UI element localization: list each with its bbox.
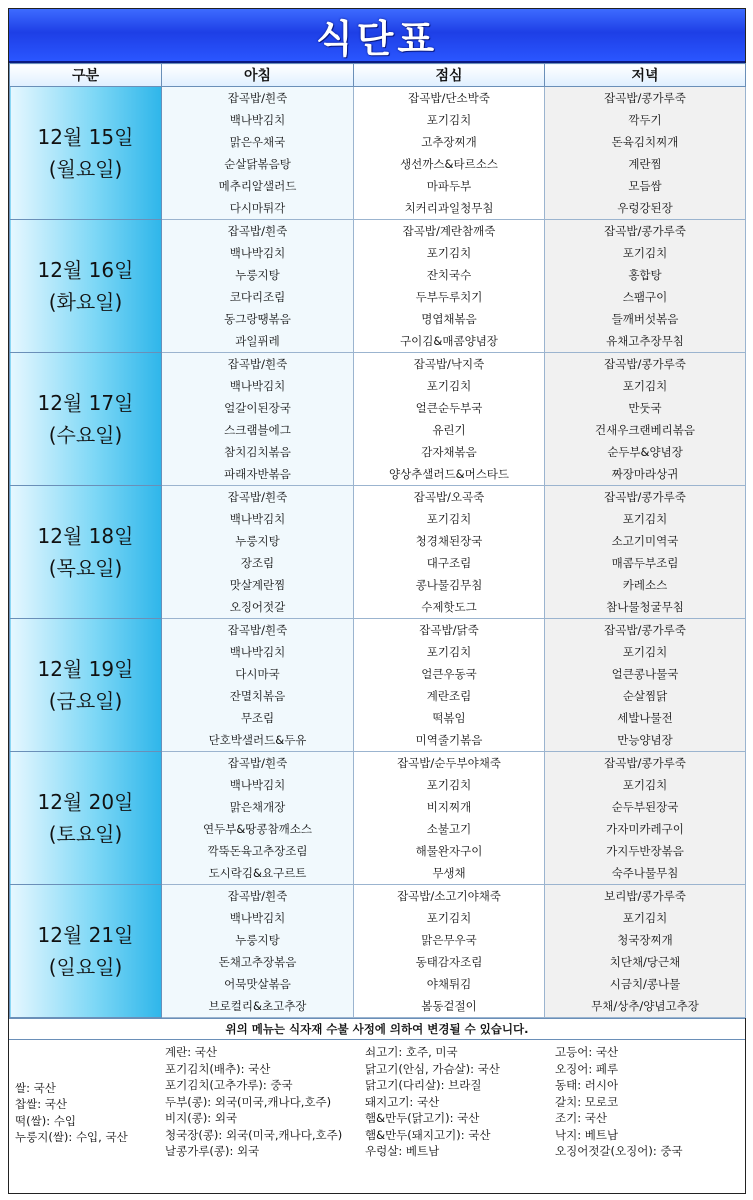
menu-item: 치커리과일청무침 <box>404 201 494 215</box>
menu-item: 매콤두부조림 <box>611 556 679 570</box>
header-dinner: 저녁 <box>545 64 746 87</box>
day-weekday: (월요일) <box>48 157 123 181</box>
day-row <box>10 752 746 885</box>
menu-item: 포기김치 <box>622 246 668 260</box>
lunch-cell <box>354 353 545 486</box>
lunch-cell <box>354 752 545 885</box>
day-row <box>10 885 746 1018</box>
origin-column-seafood <box>555 1044 735 1160</box>
day-row <box>10 87 746 220</box>
menu-item: 백나박김치 <box>229 512 286 526</box>
menu-item: 보리밥/콩가루죽 <box>604 889 686 903</box>
menu-item: 수제핫도그 <box>421 600 477 614</box>
day-date: 12월 19일 <box>37 657 134 681</box>
menu-item: 포기김치 <box>622 911 668 925</box>
menu-item: 세발나물전 <box>617 711 673 725</box>
day-row <box>10 486 746 619</box>
menu-item: 코다리조림 <box>229 290 286 304</box>
meal-plan-sheet <box>8 8 746 1194</box>
origin-column-eggs-soy <box>165 1044 365 1160</box>
menu-item: 백나박김치 <box>229 778 286 792</box>
day-weekday: (금요일) <box>48 689 123 713</box>
menu-item: 잡곡밥/콩가루죽 <box>604 623 686 637</box>
menu-item: 누룽지탕 <box>235 534 280 548</box>
menu-item: 무채/상추/양념고추장 <box>591 999 699 1013</box>
menu-item: 짜장마라상귀 <box>611 467 679 481</box>
menu-item: 카레소스 <box>622 578 668 592</box>
menu-item: 연두부&땅콩참깨소스 <box>203 822 312 836</box>
header-category: 구분 <box>10 64 162 87</box>
menu-item: 건새우크랜베리볶음 <box>595 423 695 437</box>
origin-column-grains <box>15 1044 165 1160</box>
day-date: 12월 20일 <box>37 790 134 814</box>
menu-item: 양상추샐러드&머스타드 <box>388 467 510 481</box>
menu-item: 순두부&양념장 <box>607 445 683 459</box>
origin-line: 떡(쌀): 수입 <box>15 1113 76 1128</box>
menu-item: 치단채/당근채 <box>609 955 681 969</box>
menu-item: 잡곡밥/콩가루죽 <box>604 91 686 105</box>
origin-line: 오징어젓갈(오징어): 중국 <box>555 1144 683 1158</box>
origin-line: 계란: 국산 <box>165 1045 217 1059</box>
menu-item: 잔치국수 <box>426 268 472 282</box>
menu-item: 백나박김치 <box>229 113 286 127</box>
header-lunch: 점심 <box>354 64 545 87</box>
menu-item: 잡곡밥/닭죽 <box>419 623 479 637</box>
menu-item: 잡곡밥/흰죽 <box>227 91 288 105</box>
origin-line: 포기김치(고추가루): 중국 <box>165 1078 293 1092</box>
origin-info <box>9 1040 745 1160</box>
origin-line: 찹쌀: 국산 <box>15 1097 67 1111</box>
menu-item: 가자미카레구이 <box>606 822 684 836</box>
menu-item: 얼갈이된장국 <box>224 401 291 415</box>
menu-item: 맑은무우국 <box>421 933 477 947</box>
day-label <box>10 353 162 486</box>
menu-item: 모듬쌈 <box>628 179 662 193</box>
menu-item: 포기김치 <box>426 645 472 659</box>
meal-table-body <box>10 87 746 1018</box>
day-row <box>10 353 746 486</box>
menu-item: 파래자반볶음 <box>224 467 291 481</box>
origin-line: 오징어: 페루 <box>555 1061 619 1076</box>
origin-line: 우렁살: 베트남 <box>365 1144 440 1158</box>
breakfast-cell <box>162 885 354 1018</box>
lunch-cell <box>354 885 545 1018</box>
menu-item: 시금치/콩나물 <box>609 977 681 991</box>
menu-item: 야채튀김 <box>426 977 472 991</box>
day-date: 12월 17일 <box>37 391 134 415</box>
dinner-cell <box>545 353 746 486</box>
menu-item: 우렁강된장 <box>617 201 673 215</box>
menu-item: 미역줄기볶음 <box>415 733 483 747</box>
breakfast-cell <box>162 619 354 752</box>
origin-line: 낙지: 베트남 <box>555 1127 619 1142</box>
menu-item: 잡곡밥/흰죽 <box>227 889 288 903</box>
menu-item: 순두부된장국 <box>611 800 679 814</box>
menu-item: 포기김치 <box>622 512 668 526</box>
lunch-cell <box>354 619 545 752</box>
origin-line: 누룽지(쌀): 수입, 국산 <box>15 1130 128 1144</box>
menu-item: 떡볶임 <box>432 711 466 725</box>
menu-item: 잡곡밥/오곡죽 <box>413 490 485 504</box>
lunch-cell <box>354 87 545 220</box>
origin-line: 햄&만두(돼지고기): 국산 <box>365 1127 491 1142</box>
menu-item: 숙주나물무침 <box>611 866 679 880</box>
menu-item: 누룽지탕 <box>235 268 280 282</box>
day-label <box>10 220 162 353</box>
menu-item: 계란조림 <box>426 689 472 703</box>
menu-item: 잡곡밥/단소박죽 <box>408 91 490 105</box>
lunch-cell <box>354 220 545 353</box>
day-date: 12월 16일 <box>37 258 134 282</box>
dinner-cell <box>545 885 746 1018</box>
breakfast-cell <box>162 486 354 619</box>
day-weekday: (화요일) <box>48 290 123 314</box>
day-weekday: (일요일) <box>48 955 123 979</box>
dinner-cell <box>545 220 746 353</box>
menu-item: 맑은채개장 <box>229 800 286 814</box>
origin-line: 포기김치(배추): 국산 <box>165 1061 271 1076</box>
lunch-cell <box>354 486 545 619</box>
menu-item: 포기김치 <box>426 246 472 260</box>
menu-item: 백나박김치 <box>229 246 286 260</box>
menu-item: 잡곡밥/콩가루죽 <box>604 357 686 371</box>
dinner-cell <box>545 87 746 220</box>
menu-item: 맛살계란찜 <box>229 578 286 592</box>
origin-line: 닭고기(다리살): 브라질 <box>365 1078 482 1092</box>
menu-item: 포기김치 <box>426 778 472 792</box>
menu-item: 잡곡밥/흰죽 <box>227 490 288 504</box>
origin-line: 고등어: 국산 <box>555 1045 619 1059</box>
menu-item: 콩나물김무침 <box>415 578 483 592</box>
day-weekday: (토요일) <box>48 822 123 846</box>
menu-item: 포기김치 <box>426 113 472 127</box>
page-title: 식단표 <box>9 9 745 63</box>
menu-item: 가지두반장볶음 <box>606 844 684 858</box>
menu-item: 무생채 <box>432 866 466 880</box>
menu-item: 청국장찌개 <box>617 933 673 947</box>
origin-line: 갈치: 모로코 <box>555 1094 619 1109</box>
day-date: 12월 18일 <box>37 524 134 548</box>
day-label <box>10 752 162 885</box>
origin-line: 날콩가루(콩): 외국 <box>165 1144 260 1158</box>
menu-item: 잡곡밥/콩가루죽 <box>604 224 686 238</box>
menu-item: 구이김&매콤양념장 <box>400 334 498 348</box>
menu-item: 브로컬리&초고추장 <box>208 999 307 1013</box>
origin-line: 동태: 러시아 <box>555 1078 619 1092</box>
menu-item: 다시마튀각 <box>229 201 286 215</box>
menu-item: 백나박김치 <box>229 645 286 659</box>
origin-line: 햄&만두(닭고기): 국산 <box>365 1111 480 1125</box>
menu-item: 포기김치 <box>426 911 472 925</box>
origin-line: 조기: 국산 <box>555 1111 607 1125</box>
menu-item: 해물완자구이 <box>415 844 483 858</box>
day-weekday: (목요일) <box>48 556 123 580</box>
menu-item: 얼큰순두부국 <box>415 401 483 415</box>
breakfast-cell <box>162 87 354 220</box>
origin-line: 비지(콩): 외국 <box>165 1111 238 1125</box>
menu-item: 소고기미역국 <box>611 534 679 548</box>
breakfast-cell <box>162 353 354 486</box>
menu-item: 봄동겉절이 <box>421 999 477 1013</box>
menu-item: 포기김치 <box>426 512 472 526</box>
menu-item: 잡곡밥/순두부야채죽 <box>397 756 501 770</box>
menu-item: 참나물청굴무침 <box>606 600 684 614</box>
dinner-cell <box>545 752 746 885</box>
menu-item: 포기김치 <box>622 379 668 393</box>
menu-item: 순살닭볶음탕 <box>224 157 291 171</box>
menu-item: 잔멸치볶음 <box>229 689 286 703</box>
menu-item: 잡곡밥/흰죽 <box>227 756 288 770</box>
breakfast-cell <box>162 752 354 885</box>
header-row <box>10 64 746 87</box>
menu-item: 들깨버섯볶음 <box>611 312 679 326</box>
day-row <box>10 619 746 752</box>
day-label <box>10 619 162 752</box>
menu-item: 잡곡밥/흰죽 <box>227 623 288 637</box>
menu-item: 무조림 <box>240 711 275 725</box>
menu-item: 고추장찌개 <box>421 135 477 149</box>
day-date: 12월 21일 <box>37 923 134 947</box>
menu-item: 잡곡밥/계란참깨죽 <box>402 224 496 238</box>
menu-item: 스크램블에그 <box>224 423 291 437</box>
menu-item: 감자채볶음 <box>421 445 477 459</box>
menu-item: 유린기 <box>432 423 466 437</box>
menu-item: 깍두기 <box>628 113 662 127</box>
menu-item: 장조림 <box>240 556 275 570</box>
menu-item: 마파두부 <box>426 179 472 193</box>
menu-item: 얼큰콩나물국 <box>611 667 679 681</box>
menu-item: 만능양념장 <box>617 733 673 747</box>
menu-item: 돈육김치찌개 <box>611 135 679 149</box>
menu-item: 대구조림 <box>426 556 472 570</box>
origin-line: 청국장(콩): 외국(미국,캐나다,호주) <box>165 1127 343 1142</box>
menu-item: 오징어젓갈 <box>229 600 286 614</box>
menu-item: 스팸구이 <box>622 290 668 304</box>
menu-item: 잡곡밥/콩가루죽 <box>604 490 686 504</box>
origin-line: 두부(콩): 외국(미국,캐나다,호주) <box>165 1094 332 1109</box>
menu-item: 잡곡밥/낙지죽 <box>413 357 485 371</box>
origin-line: 쌀: 국산 <box>15 1080 56 1095</box>
menu-item: 잡곡밥/콩가루죽 <box>604 756 686 770</box>
menu-item: 청경채된장국 <box>415 534 483 548</box>
origin-line: 돼지고기: 국산 <box>365 1094 440 1109</box>
day-label <box>10 486 162 619</box>
menu-item: 포기김치 <box>622 645 668 659</box>
menu-item: 유채고추장무침 <box>606 334 684 348</box>
menu-item: 메추리알샐러드 <box>218 179 297 193</box>
menu-item: 얼큰우동국 <box>421 667 477 681</box>
menu-item: 어묵맛살볶음 <box>224 977 291 991</box>
day-label <box>10 87 162 220</box>
menu-item: 깍뚝돈육고추장조림 <box>207 844 308 858</box>
menu-item: 명엽채볶음 <box>421 312 477 326</box>
change-notice: 위의 메뉴는 식자재 수불 사정에 의하여 변경될 수 있습니다. <box>9 1018 745 1040</box>
menu-item: 누룽지탕 <box>235 933 280 947</box>
menu-item: 과일퓌레 <box>235 334 280 348</box>
menu-item: 동그랑땡볶음 <box>224 312 291 326</box>
menu-item: 잡곡밥/흰죽 <box>227 357 288 371</box>
menu-item: 비지찌개 <box>426 800 472 814</box>
breakfast-cell <box>162 220 354 353</box>
menu-item: 단호박샐러드&두유 <box>208 733 307 747</box>
menu-item: 동태감자조림 <box>415 955 483 969</box>
menu-item: 소불고기 <box>426 822 472 836</box>
menu-item: 참치김치볶음 <box>224 445 291 459</box>
menu-item: 돈채고추장볶음 <box>218 955 297 969</box>
menu-item: 포기김치 <box>622 778 668 792</box>
meal-table <box>9 63 746 1018</box>
menu-item: 포기김치 <box>426 379 472 393</box>
menu-item: 생선까스&타르소스 <box>400 157 498 171</box>
menu-item: 다시마국 <box>235 667 280 681</box>
dinner-cell <box>545 486 746 619</box>
menu-item: 잡곡밥/흰죽 <box>227 224 288 238</box>
day-row <box>10 220 746 353</box>
menu-item: 계란찜 <box>628 157 662 171</box>
menu-item: 순살찜닭 <box>622 689 668 703</box>
menu-item: 잡곡밥/소고기야채죽 <box>397 889 501 903</box>
origin-column-meat <box>365 1044 555 1160</box>
menu-item: 백나박김치 <box>229 911 286 925</box>
day-date: 12월 15일 <box>37 125 134 149</box>
origin-line: 쇠고기: 호주, 미국 <box>365 1045 458 1059</box>
menu-item: 맑은우채국 <box>229 135 286 149</box>
menu-item: 도시락김&요구르트 <box>208 866 307 880</box>
day-weekday: (수요일) <box>48 423 123 447</box>
menu-item: 홍합탕 <box>628 268 662 282</box>
menu-item: 만둣국 <box>628 401 662 415</box>
menu-item: 두부두루치기 <box>415 290 483 304</box>
day-label <box>10 885 162 1018</box>
header-breakfast: 아침 <box>162 64 354 87</box>
menu-item: 백나박김치 <box>229 379 286 393</box>
dinner-cell <box>545 619 746 752</box>
origin-line: 닭고기(안심, 가슴살): 국산 <box>365 1061 500 1076</box>
